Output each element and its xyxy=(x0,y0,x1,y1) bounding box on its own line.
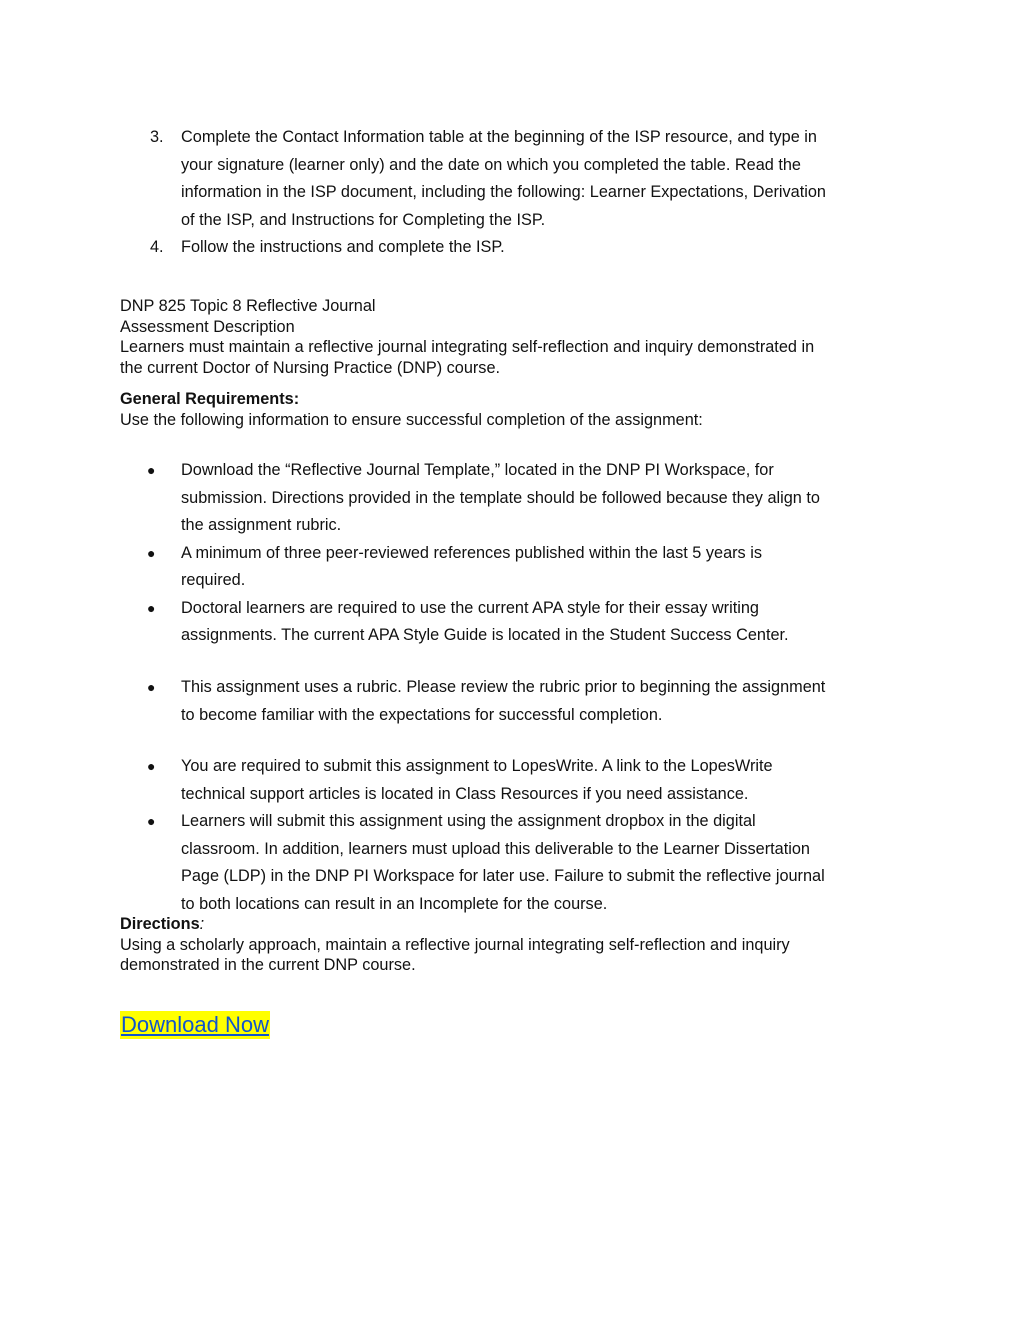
list-marker: 4. xyxy=(150,238,164,256)
bullet-icon: ● xyxy=(147,599,156,616)
general-requirements-heading: General Requirements: xyxy=(120,390,300,408)
text-line: Complete the Contact Information table at the beginning of the ISP resource, and type in xyxy=(181,128,817,146)
directions-line: demonstrated in the current DNP course. xyxy=(120,956,416,974)
text-line: Doctoral learners are required to use the current APA style for their essay writing xyxy=(181,598,759,617)
journal-subtitle: Assessment Description xyxy=(120,317,295,336)
text-line: the assignment rubric. xyxy=(181,516,342,534)
bullet-item xyxy=(120,753,910,808)
text-line: You are required to submit this assignment to LopesWrite. A link to the LopesWrite xyxy=(181,757,773,775)
bullet-icon: ● xyxy=(147,813,156,829)
description-line: the current Doctor of Nursing Practice (DNP) course. xyxy=(120,358,501,377)
directions-heading-row xyxy=(120,914,900,935)
description-line: Learners must maintain a reflective journal integrating self-reflection and inquiry demonstrated in xyxy=(120,338,815,356)
directions-section xyxy=(120,914,900,976)
text-line: Download the “Reflective Journal Template,” located in the DNP PI Workspace, for xyxy=(181,461,774,479)
text-line: assignments. The current APA Style Guide is located in the Student Success Center. xyxy=(181,626,789,644)
text-line: classroom. In addition, learners must upload this deliverable to the Learner Dissertation xyxy=(181,839,810,858)
bullet-item xyxy=(120,808,910,918)
list-marker: 3. xyxy=(150,128,164,146)
directions-colon: : xyxy=(199,915,205,933)
text-line: required. xyxy=(181,571,246,589)
bullet-list xyxy=(120,753,910,918)
text-line: information in the ISP document, including the following: Learner Expectations, Derivation xyxy=(181,183,826,201)
text-line: technical support articles is located in Class Resources if you need assistance. xyxy=(181,784,749,803)
list-item xyxy=(120,234,910,262)
text-line: your signature (learner only) and the date on which you completed the table. Read the xyxy=(181,155,801,174)
text-line: of the ISP, and Instructions for Completing the ISP. xyxy=(181,210,546,229)
download-now-link[interactable]: Download Now xyxy=(121,1012,269,1037)
general-requirements-section xyxy=(120,389,900,430)
bullet-icon: ● xyxy=(147,544,156,561)
text-line: A minimum of three peer-reviewed references published within the last 5 years is xyxy=(181,543,762,562)
bullet-item xyxy=(120,457,910,540)
directions-heading: Directions xyxy=(120,915,200,933)
bullet-item xyxy=(120,540,910,595)
text-line: Page (LDP) in the DNP PI Workspace for later use. Failure to submit the reflective journal xyxy=(181,867,825,885)
bullet-icon: ● xyxy=(147,758,156,774)
bullet-list xyxy=(120,674,910,729)
text-line: Learners will submit this assignment using the assignment dropbox in the digital xyxy=(181,812,756,830)
general-requirements-intro: Use the following information to ensure successful completion of the assignment: xyxy=(120,410,703,429)
bullet-icon: ● xyxy=(147,462,156,478)
journal-title: DNP 825 Topic 8 Reflective Journal xyxy=(120,297,376,315)
bullet-item xyxy=(120,674,910,729)
numbered-list xyxy=(120,124,910,262)
bullet-item xyxy=(120,595,910,650)
text-line: Follow the instructions and complete the ISP. xyxy=(181,238,505,256)
directions-line: Using a scholarly approach, maintain a reflective journal integrating self-reflection and inquiry xyxy=(120,935,790,954)
journal-section xyxy=(120,296,900,378)
text-line: to both locations can result in an Incomplete for the course. xyxy=(181,894,608,913)
text-line: This assignment uses a rubric. Please review the rubric prior to beginning the assignment xyxy=(181,678,826,696)
text-line: submission. Directions provided in the template should be followed because they align to xyxy=(181,488,820,507)
list-item xyxy=(120,124,910,234)
bullet-icon: ● xyxy=(147,679,156,695)
bullet-list xyxy=(120,457,910,650)
text-line: to become familiar with the expectations for successful completion. xyxy=(181,705,663,724)
